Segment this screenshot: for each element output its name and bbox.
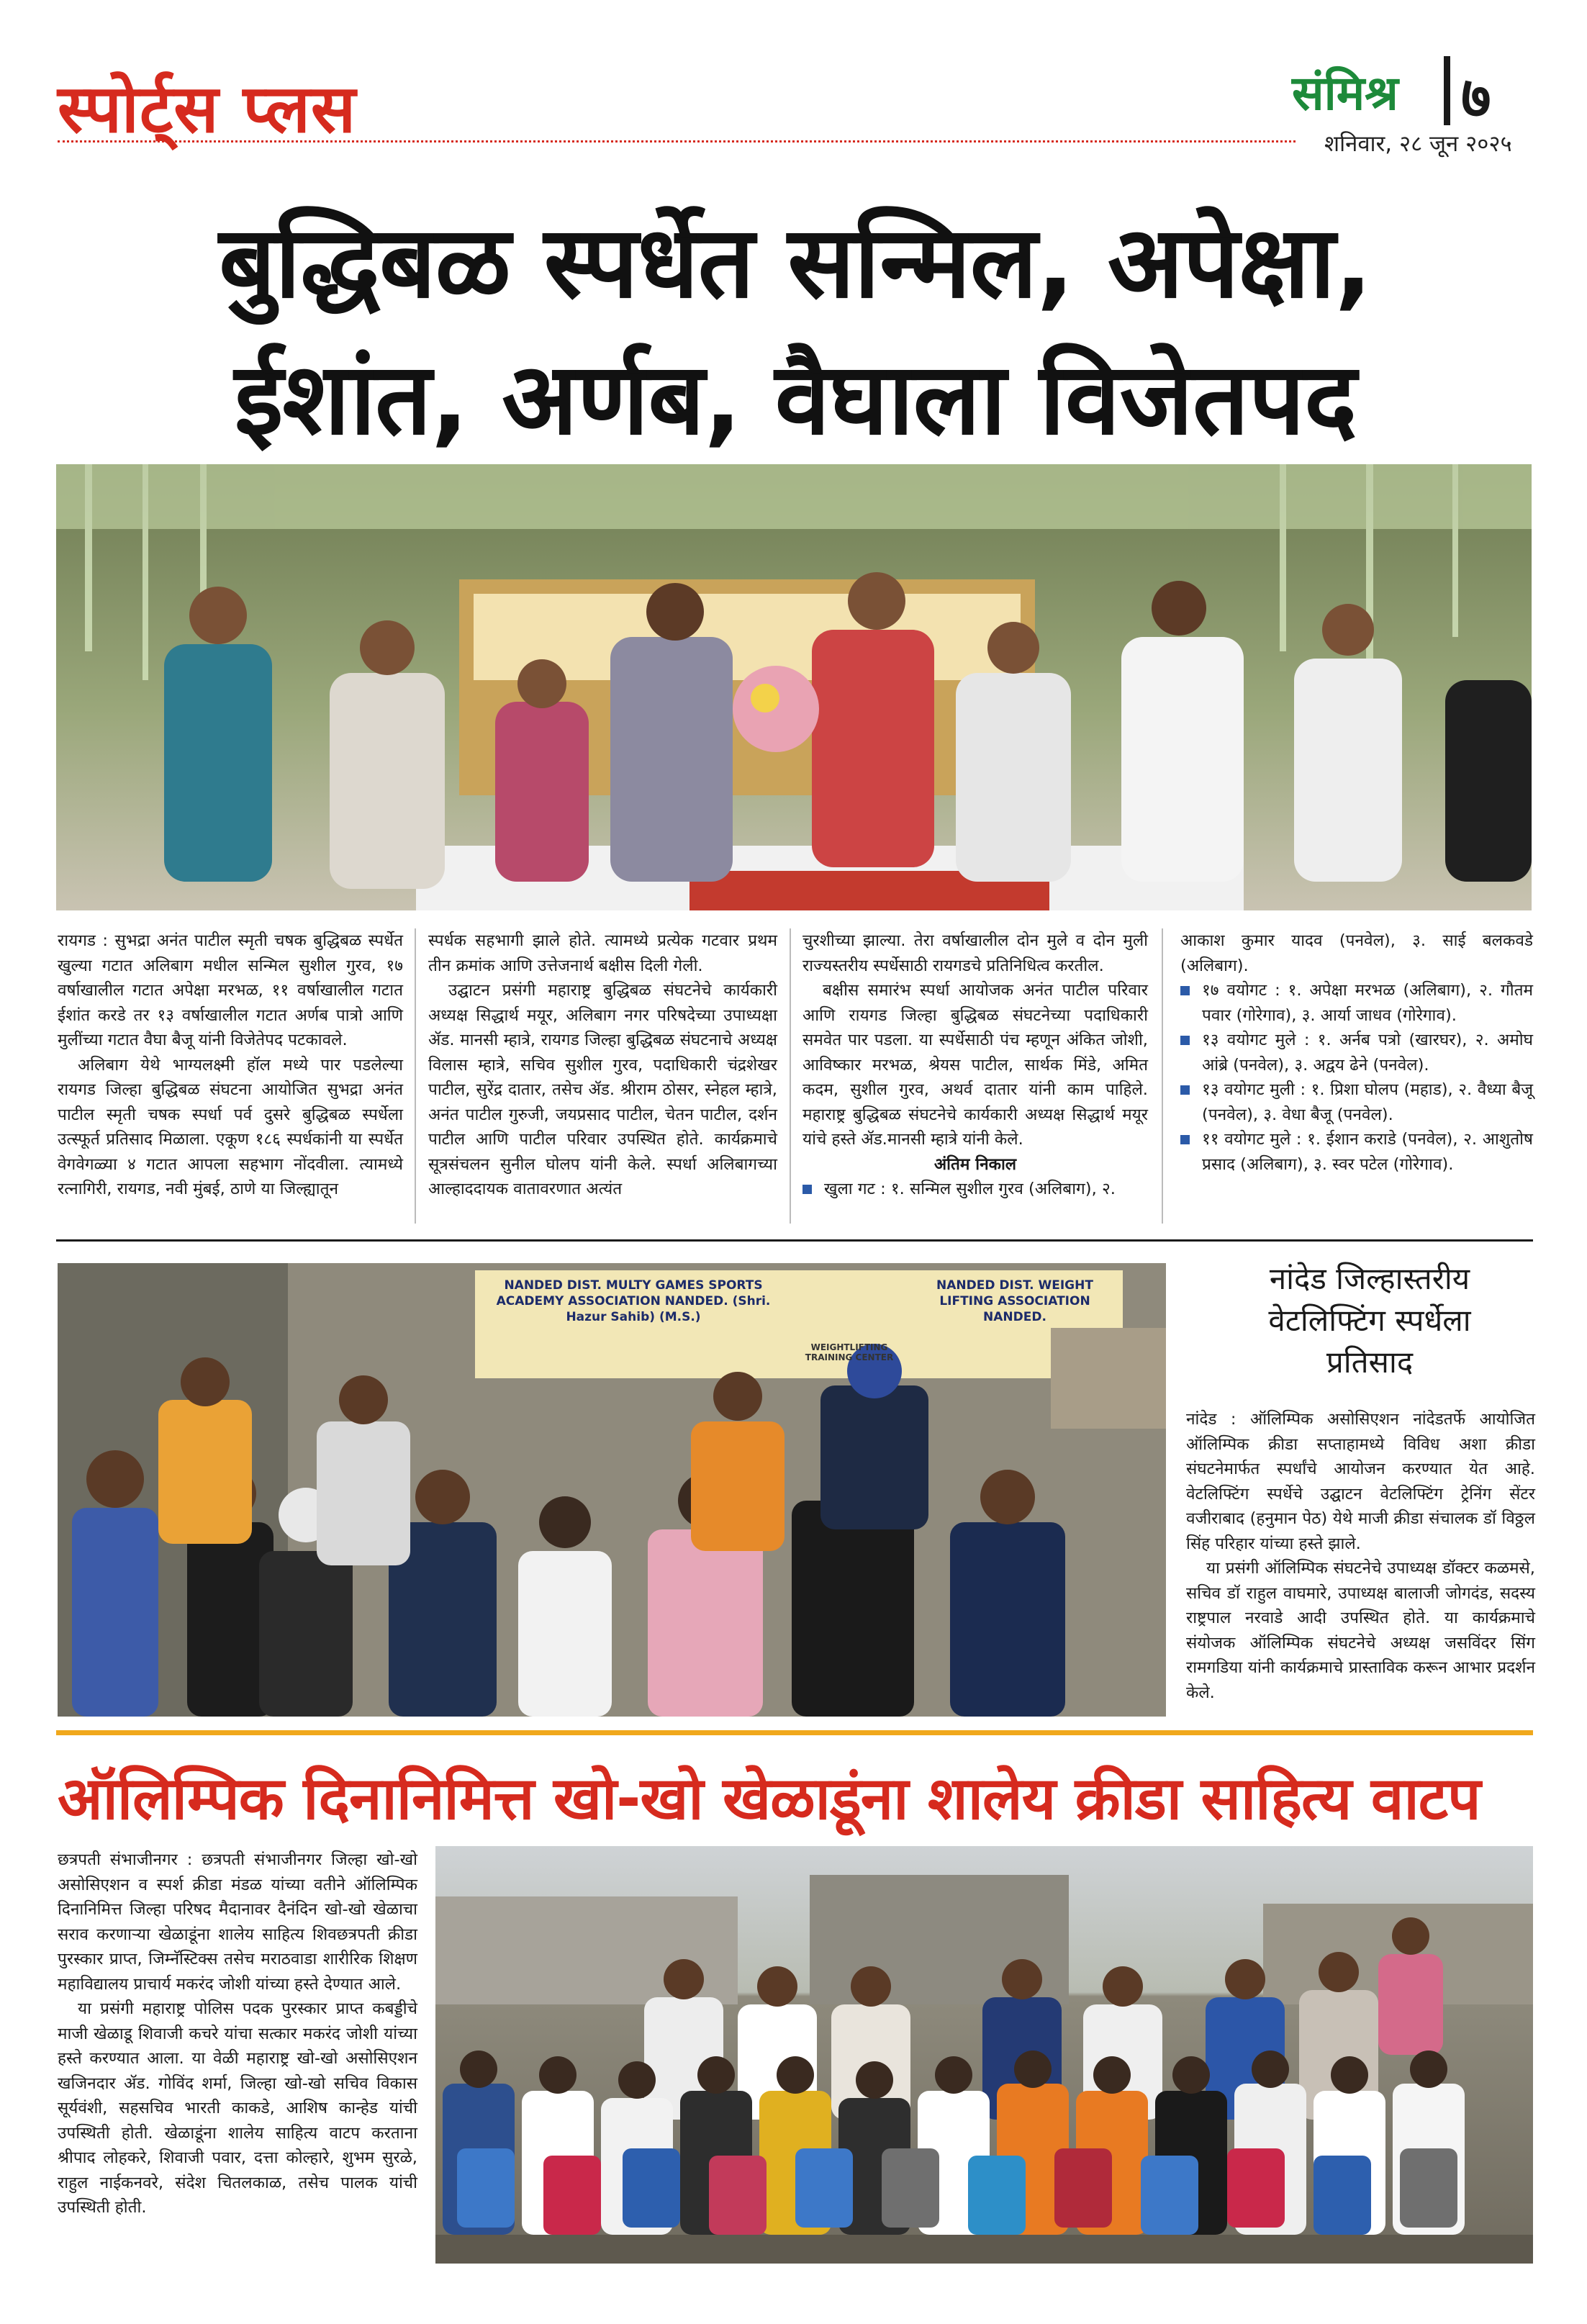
main-headline [54, 194, 1537, 468]
photo-banner-left: NANDED DIST. MULTY GAMES SPORTS ACADEMY ASSOCIATION NANDED. (Shri. Hazur Sahib) (M.S.) [496, 1278, 771, 1324]
result-item: १३ वयोगट मुली : १. प्रिशा घोलप (महाड), २. वैध्या बैजू (पनवेल), ३. वेधा बैजू (पनवेल). [1180, 1077, 1533, 1127]
headline-line-2: ईशांत, अर्णब, वैघाला विजेतपद [234, 341, 1357, 457]
result-item: खुला गट : १. सन्मिल सुशील गुरव (अलिबाग), २. [802, 1177, 1148, 1202]
column-rule [790, 928, 791, 1224]
weightlifting-column [1186, 1407, 1535, 1705]
photo-banner-center: WEIGHTLIFTING TRAINING CENTER [805, 1342, 894, 1362]
result-item: ११ वयोगट मुले : १. ईशान कराडे (पनवेल), २. आशुतोष प्रसाद (अलिबाग), ३. स्वर पटेल (गोरेगाव). [1180, 1127, 1533, 1177]
weightlifting-paragraph: या प्रसंगी ऑलिम्पिक संघटनेचे उपाध्यक्ष डॉक्टर कळमसे, सचिव डॉ राहुल वाघमारे, उपाध्यक्ष बालाजी जोगदंड, सदस्य राष्ट्रपाल नरवाडे आदी उपस्थित होते. या कार्यक्रमाचे संयोजक ऑलिम्पिक संघटनेचे अध्यक्ष जसविंदर सिंग रामगडिया यांनी कार्यक्रमाचे प्रास्ताविक करून आभार प्रदर्शन केले. [1186, 1559, 1535, 1702]
weightlifting-headline-line-2: वेटलिफ्टिंग स्पर्धेला [1268, 1303, 1471, 1338]
weightlifting-photo [58, 1263, 1166, 1717]
khokho-paragraph: छत्रपती संभाजीनगर : छत्रपती संभाजीनगर जिल्हा खो-खो असोसिएशन व स्पर्श क्रीडा मंडळ यांच्या वतीने ऑलिम्पिक दिनानिमित्त जिल्हा परिषद मैदानावर दैनंदिन खो-खो खेळाचा सराव करणाऱ्या खेळाडूंना शालेय साहित्य शिवछत्रपती क्रीडा पुरस्कार प्राप्त, जिम्नॅस्टिक्स तसेच मराठवाडा शारीरिक शिक्षण महाविद्यालय प्राचार्य मकरंद जोशी यांच्या हस्ते देण्यात आले. [58, 1850, 417, 1994]
weightlifting-headline-line-1: नांदेड जिल्हास्तरीय [1269, 1261, 1470, 1296]
weightlifting-headline [1186, 1258, 1553, 1383]
khokho-headline: ऑलिम्पिक दिनानिमित्त खो-खो खेळाडूंना शालेय क्रीडा साहित्य वाटप [58, 1765, 1480, 1833]
weightlifting-headline-line-3: प्रतिसाद [1326, 1344, 1414, 1380]
khokho-paragraph: या प्रसंगी महाराष्ट्र पोलिस पदक पुरस्कार प्राप्त कबड्डीचे माजी खेळाडू शिवाजी कचरे यांचा सत्कार मकरंद जोशी यांच्या हस्ते करण्यात आला. या वेळी महाराष्ट्र खो-खो असोसिएशन खजिनदार ॲड. गोविंद शर्मा, जिल्हा खो-खो सचिव विकास सूर्यवंशी, सहसचिव भारती काकडे, आशिष कान्हेड यांची उपस्थिती होती. खेळाडूंना शालेय साहित्य वाटप करताना श्रीपाद लोहकरे, शिवाजी पवार, दत्ता कोल्हारे, शुभम सुरळे, राहुल नाईकनवरे, संदेश चितलकाळ, तसेच पालक यांची उपस्थिती होती. [58, 1999, 417, 2217]
chess-prize-photo [56, 464, 1532, 910]
chess-column-4 [1180, 928, 1533, 1177]
chess-paragraph: उद्घाटन प्रसंगी महाराष्ट्र बुद्धिबळ संघटनेचे कार्यकारी अध्यक्ष सिद्धार्थ मयूर, अलिबाग नगर परिषदेच्या उपाध्यक्षा ॲड. मानसी म्हात्रे, रायगड जिल्हा बुद्धिबळ संघटनाचे अध्यक्ष विलास म्हात्रे, सचिव सुशील गुरव, पदाधिकारी चंद्रशेखर पाटील, सुरेंद्र दातार, तसेच ॲड. श्रीराम ठोसर, स्नेहल म्हात्रे, अनंत पाटील गुरुजी, जयप्रसाद पाटील, चेतन पाटील, दर्शन पाटील आणि पाटील परिवार उपस्थित होते. कार्यक्रमाचे सूत्रसंचलन सुनील घोलप यांनी केले. स्पर्धा अलिबागच्या आल्हाददायक वातावरणात अत्यंत [428, 981, 777, 1198]
brand-label: संमिश्र [1292, 65, 1398, 121]
chess-column-1 [58, 928, 403, 1202]
chess-paragraph: रायगड : सुभद्रा अनंत पाटील स्मृती चषक बुद्धिबळ स्पर्धेत खुल्या गटात अलिबाग मधील सन्मिल सुशील गुरव, १७ वर्षाखालील गटात अपेक्षा मरभळ, ११ वर्षाखालील गटात ईशांत करडे तर १३ वर्षाखालील गटात अर्णब पात्रो आणि मुलींच्या गटात वैघा बैजू यांनी विजेतेपद पटकावले. [58, 931, 403, 1049]
khokho-column [58, 1848, 417, 2220]
khokho-photo [435, 1846, 1533, 2264]
headline-line-1: बुद्धिबळ स्पर्धेत सन्मिल, अपेक्षा, [219, 204, 1372, 320]
photo-banner-right: NANDED DIST. WEIGHT LIFTING ASSOCIATION NANDED. [936, 1278, 1093, 1324]
chess-paragraph: स्पर्धक सहभागी झाले होते. त्यामध्ये प्रत्येक गटवार प्रथम तीन क्रमांक आणि उत्तेजनार्थ बक्षीस दिली गेली. [428, 931, 777, 975]
section-title: स्पोर्ट्स प्लस [58, 71, 357, 148]
chess-paragraph: बक्षीस समारंभ स्पर्धा आयोजक अनंत पाटील परिवार आणि रायगड जिल्हा बुद्धिबळ संघटनेच्या पदाधिकारी समवेत पार पडला. या स्पर्धेसाठी पंच म्हणून अंकित जोशी, आविष्कार मरभळ, श्रेयस पाटील, सार्थक मिंडे, अमित कदम, सुशील गुरव, अथर्व दातार यांनी काम पाहिले. महाराष्ट्र बुद्धिबळ संघटनेचे कार्यकारी अध्यक्ष सिद्धार्थ मयूर यांचे हस्ते ॲड.मानसी म्हात्रे यांनी केले. [802, 981, 1148, 1149]
result-continuation: आकाश कुमार यादव (पनवेल), ३. साई बलकवडे (अलिबाग). [1180, 931, 1533, 975]
result-item: १३ वयोगट मुले : १. अर्नब पत्रो (खारघर), २. अमोघ आंब्रे (पनवेल), ३. अद्वय ढेने (पनवेल). [1180, 1028, 1533, 1077]
results-heading: अंतिम निकाल [933, 1154, 1017, 1174]
story-divider-gold [56, 1730, 1533, 1735]
chess-column-3 [802, 928, 1148, 1202]
chess-paragraph: चुरशीच्या झाल्या. तेरा वर्षाखालील दोन मुले व दोन मुली राज्यस्तरीय स्पर्धेसाठी रायगडचे प्रतिनिधित्व करतील. [802, 931, 1148, 975]
chess-prize-photo-illustration [56, 464, 1532, 910]
khokho-photo-illustration [435, 1846, 1533, 2264]
section-divider [58, 140, 1296, 143]
story-divider [56, 1239, 1533, 1242]
column-rule [1162, 928, 1163, 1224]
weightlifting-photo-illustration [58, 1263, 1166, 1717]
column-rule [415, 928, 416, 1224]
page-number: ७ [1461, 64, 1491, 131]
dateline: शनिवार, २८ जून २०२५ [1324, 131, 1512, 157]
chess-paragraph: अलिबाग येथे भाग्यलक्ष्मी हॉल मध्ये पार पडलेल्या रायगड जिल्हा बुद्धिबळ संघटना आयोजित सुभद्रा अनंत पाटील स्मृती चषक स्पर्धा पर्व दुसरे बुद्धिबळ स्पर्धेला उत्स्फूर्त प्रतिसाद मिळाला. एकूण १८६ स्पर्धकांनी या स्पर्धेत वेगवेगळ्या ४ गटात आपला सहभाग नोंदवीला. त्यामध्ये रत्नागिरी, रायगड, नवी मुंबई, ठाणे या जिल्ह्यातून [58, 1055, 403, 1198]
chess-column-2 [428, 928, 777, 1202]
weightlifting-paragraph: नांदेड : ऑलिम्पिक असोसिएशन नांदेडतर्फे आयोजित ऑलिम्पिक क्रीडा सप्ताहामध्ये विविध अशा क्रीडा संघटनेमार्फत स्पर्धांचे आयोजन करण्यात येत आहे. वेटलिफ्टिंग स्पर्धेचे उद्घाटन वेटलिफ्टिंग ट्रेनिंग सेंटर वजीराबाद (हनुमान पेठ) येथे माजी क्रीडा संचालक डॉ विठ्ठल सिंह परिहार यांच्या हस्ते झाले. [1186, 1410, 1535, 1553]
result-item: १७ वयोगट : १. अपेक्षा मरभळ (अलिबाग), २. गौतम पवार (गोरेगाव), ३. आर्या जाधव (गोरेगाव). [1180, 978, 1533, 1028]
brand-separator [1444, 56, 1450, 125]
